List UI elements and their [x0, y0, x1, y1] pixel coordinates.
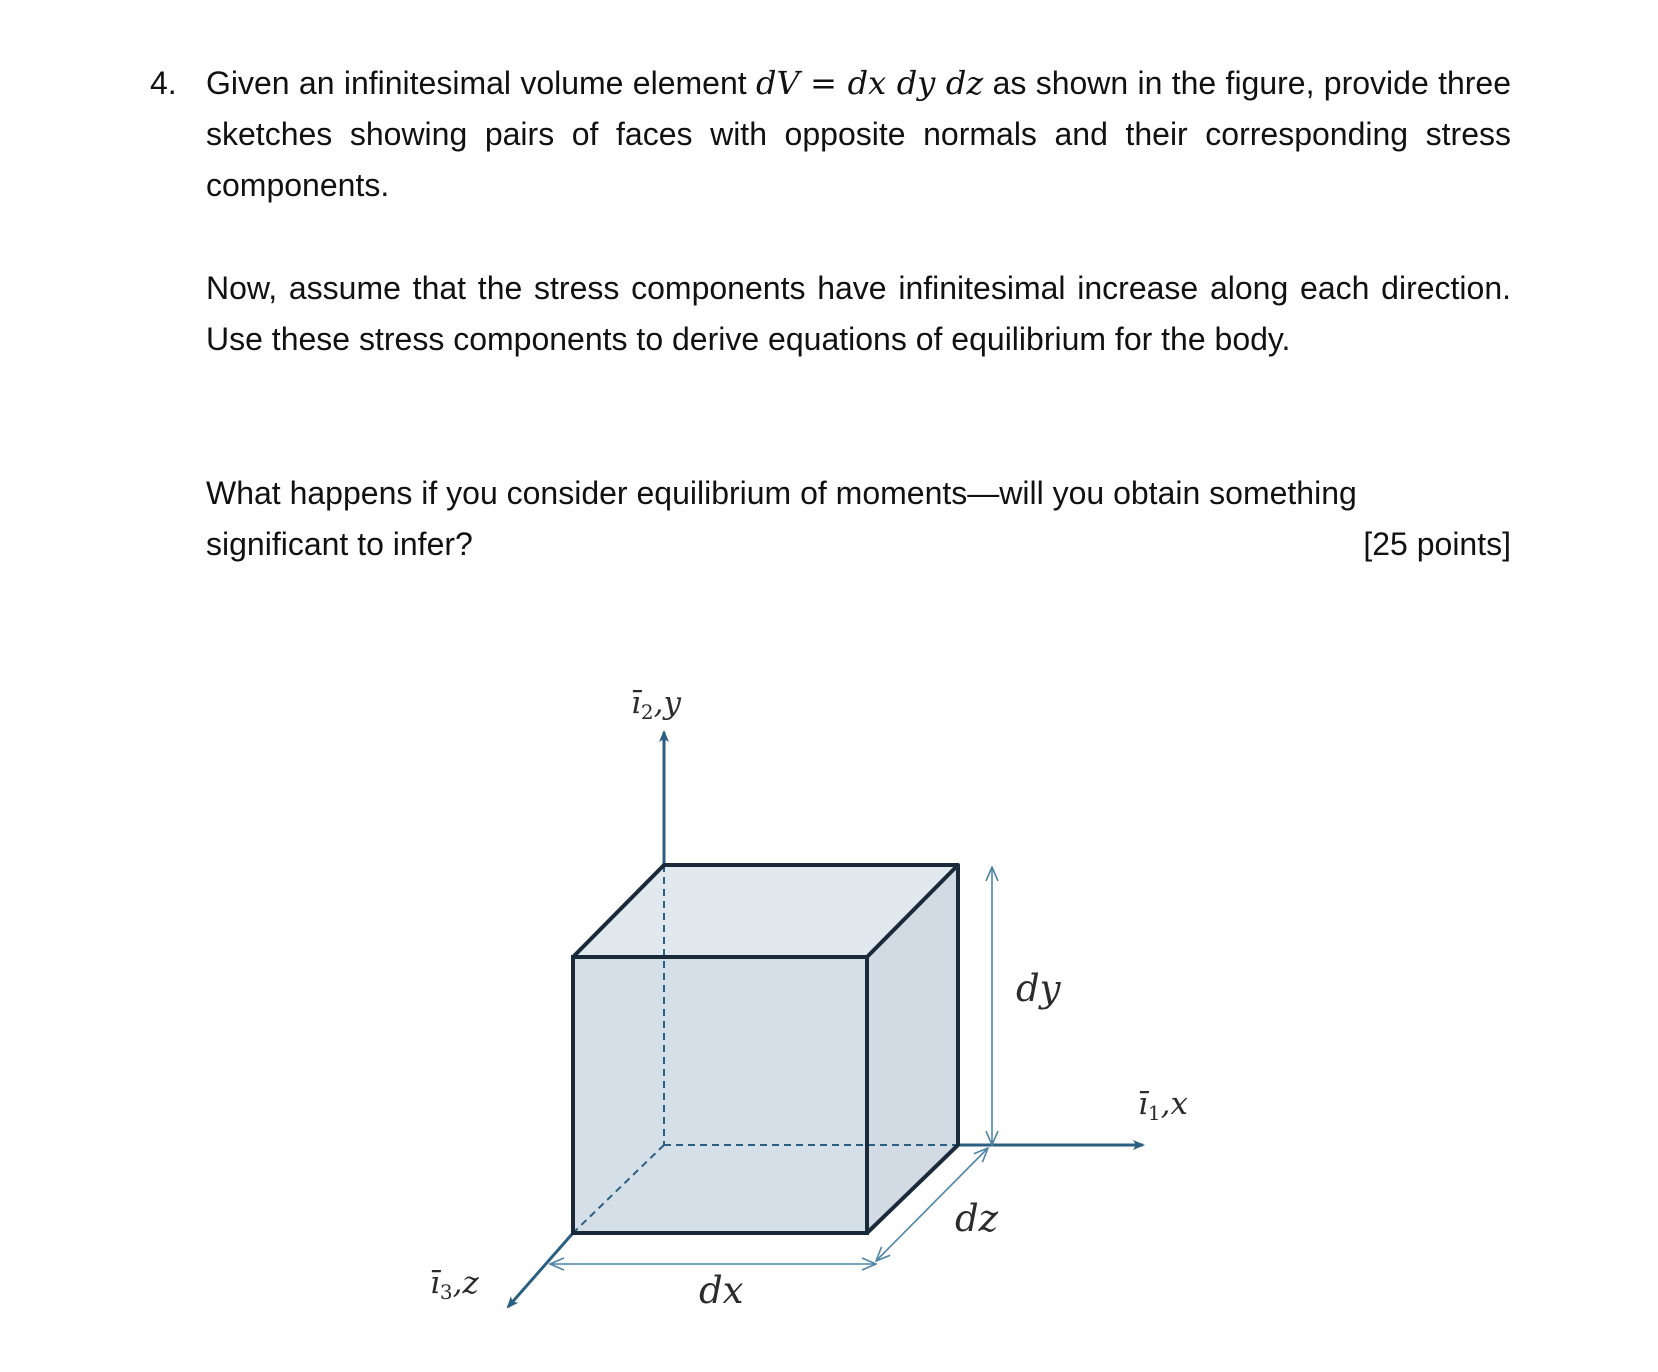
dx-label: dx: [699, 1269, 744, 1312]
question-number: 4.: [150, 65, 177, 101]
para3-last-line: significant to infer?: [206, 526, 473, 562]
para3-text: What happens if you consider equilibrium of moments—will you obtain something: [206, 475, 1357, 511]
y-axis-label: ī2,y: [631, 685, 682, 724]
question-paragraph-2: Now, assume that the stress components have infinitesimal increase along each direction. Use these stress components to derive equations of equilibrium for the body.: [206, 270, 1511, 357]
volume-element-formula: dV = dx dy dz: [755, 64, 984, 102]
dy-label: dy: [1016, 967, 1061, 1010]
x-axis-label: ī1,x: [1138, 1086, 1188, 1125]
points-label: [25 points]: [1363, 526, 1511, 562]
para1-after: as shown in the figure, provide three sketches showing pairs of faces with opposite normals and their corresponding stress components.: [206, 65, 1512, 203]
para1-before: Given an infinitesimal volume element: [206, 65, 756, 101]
dz-label: dz: [955, 1197, 999, 1240]
z-axis: [508, 1233, 573, 1307]
z-axis-label: ī3,z: [430, 1265, 479, 1304]
